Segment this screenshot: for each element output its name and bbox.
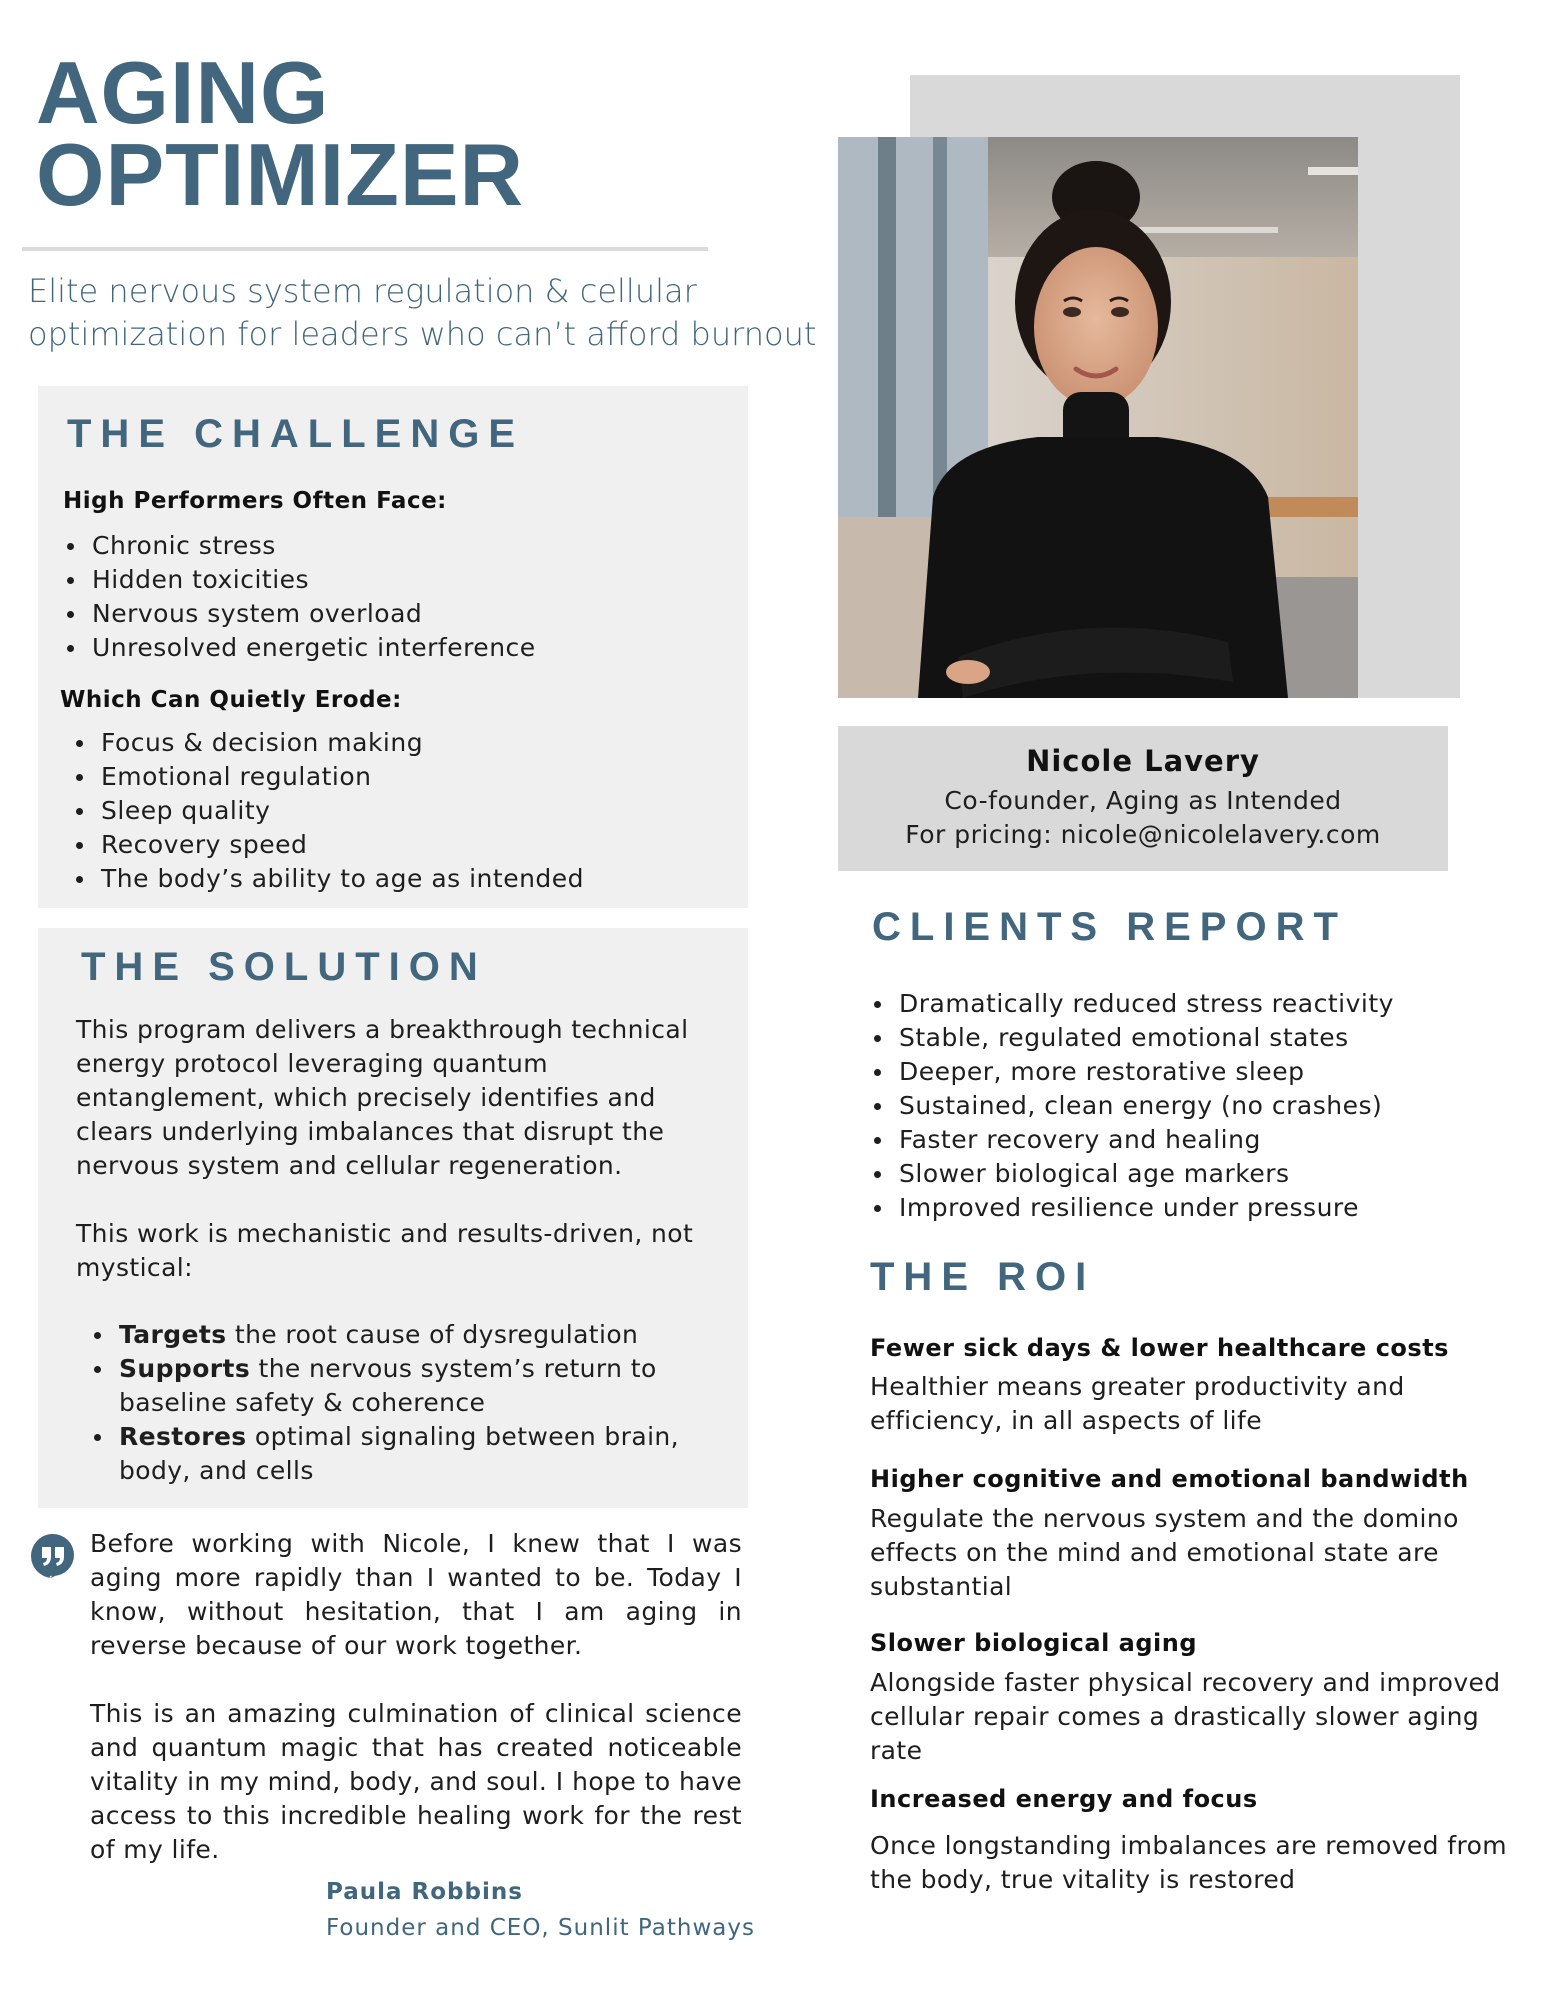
testimonial-text (90, 1527, 742, 1867)
challenge-group2-title: Which Can Quietly Erode: (60, 687, 402, 713)
list-item: Unresolved energetic interference (63, 631, 536, 665)
testimonial-author-role: Founder and CEO, Sunlit Pathways (326, 1915, 755, 1941)
roi-item-body: Alongside faster physical recovery and improved cellular repair comes a drastically slower aging rate (870, 1668, 1501, 1765)
profile-contact: For pricing: nicole@nicolelavery.com (905, 820, 1381, 849)
title-line-1: AGING (36, 43, 330, 142)
testimonial-author: Paula Robbins (326, 1879, 523, 1905)
roi-item-title: Increased energy and focus (870, 1785, 1258, 1813)
list-item: Deeper, more restorative sleep (870, 1055, 1394, 1089)
clients-report-heading: CLIENTS REPORT (872, 905, 1347, 949)
subtitle: Elite nervous system regulation & cellular optimization for leaders who can’t afford burnout (28, 272, 817, 353)
list-item: Sleep quality (72, 794, 584, 828)
roi-item-body: Regulate the nervous system and the domino effects on the mind and emotional state are substantial (870, 1504, 1459, 1601)
list-item: Stable, regulated emotional states (870, 1021, 1394, 1055)
profile-photo (838, 137, 1358, 698)
solution-paragraph-1: This program delivers a breakthrough technical energy protocol leveraging quantum entanglement, which precisely identifies and clears underlying imbalances that disrupt the nervous system and cellular regeneration. (76, 1015, 689, 1180)
profile-name: Nicole Lavery (1026, 744, 1260, 778)
challenge-group1-list (63, 529, 536, 665)
list-item: Nervous system overload (63, 597, 536, 631)
solution-point (90, 1318, 710, 1352)
title-line-2: OPTIMIZER (36, 125, 525, 224)
list-item: Faster recovery and healing (870, 1123, 1394, 1157)
list-item: Slower biological age markers (870, 1157, 1394, 1191)
page-title (36, 43, 525, 224)
roi-item-title: Fewer sick days & lower healthcare costs (870, 1334, 1449, 1362)
roi-item-title: Slower biological aging (870, 1629, 1198, 1657)
testimonial-paragraph-2: This is an amazing culmination of clinical science and quantum magic that has created noticeable vitality in my mind, body, and soul. I hope to have access to this incredible healing work for the rest of my life. (90, 1699, 742, 1864)
point-text: optimal signaling between brain, body, and cells (119, 1422, 680, 1485)
list-item: Sustained, clean energy (no crashes) (870, 1089, 1394, 1123)
point-keyword: Supports (119, 1354, 251, 1383)
point-keyword: Targets (119, 1320, 227, 1349)
solution-paragraph-2: This work is mechanistic and results-driven, not mystical: (76, 1219, 694, 1282)
list-item: Focus & decision making (72, 726, 584, 760)
title-divider (22, 247, 708, 251)
roi-item-body: Once longstanding imbalances are removed from the body, true vitality is restored (870, 1831, 1508, 1894)
challenge-group1-title: High Performers Often Face: (63, 488, 447, 514)
roi-heading: THE ROI (870, 1255, 1096, 1299)
list-item: Recovery speed (72, 828, 584, 862)
solution-heading: THE SOLUTION (81, 945, 487, 989)
list-item: The body’s ability to age as intended (72, 862, 584, 896)
list-item: Emotional regulation (72, 760, 584, 794)
point-text: the nervous system’s return to baseline safety & coherence (119, 1354, 657, 1417)
solution-points (90, 1318, 710, 1488)
testimonial-paragraph-1: Before working with Nicole, I knew that I was aging more rapidly than I wanted to be. Today I know, without hesitation, that I am aging in reverse because of our work together. (90, 1529, 742, 1660)
solution-point (90, 1352, 710, 1420)
solution-point (90, 1420, 710, 1488)
list-item: Chronic stress (63, 529, 536, 563)
list-item: Improved resilience under pressure (870, 1191, 1394, 1225)
point-text: the root cause of dysregulation (226, 1320, 639, 1349)
profile-role: Co-founder, Aging as Intended (944, 786, 1342, 815)
list-item: Dramatically reduced stress reactivity (870, 987, 1394, 1021)
roi-item-body: Healthier means greater productivity and efficiency, in all aspects of life (870, 1372, 1405, 1435)
challenge-group2-list (72, 726, 584, 896)
clients-report-list (870, 987, 1394, 1225)
challenge-heading: THE CHALLENGE (67, 412, 524, 456)
profile-card (838, 726, 1448, 871)
roi-item-title: Higher cognitive and emotional bandwidth (870, 1465, 1469, 1493)
list-item: Hidden toxicities (63, 563, 536, 597)
point-keyword: Restores (119, 1422, 247, 1451)
quote-icon (29, 1532, 77, 1580)
